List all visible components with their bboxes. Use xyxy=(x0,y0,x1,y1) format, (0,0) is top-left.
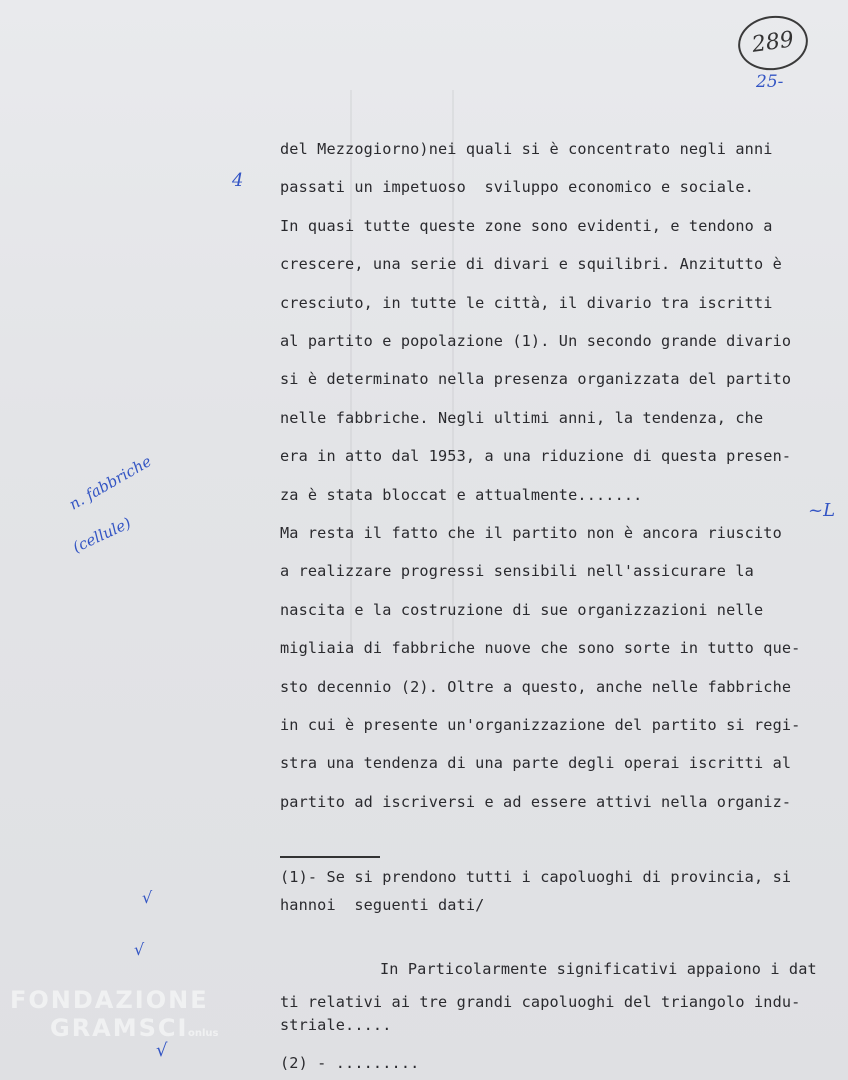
page-number: 25- xyxy=(756,72,784,92)
archive-stamp-number: 289 xyxy=(750,27,796,58)
body-line: cresciuto, in tutte le città, il divario tra iscritti xyxy=(280,293,773,312)
body-line: a realizzare progressi sensibili nell'assicurare la xyxy=(280,562,754,581)
footnote-1-line-3: In Particolarmente significativi appaiono i dat xyxy=(380,960,817,978)
body-line: nascita e la costruzione di sue organizzazioni nelle xyxy=(280,600,764,619)
margin-mark: 4 xyxy=(232,170,244,191)
check-mark-1: √ xyxy=(142,888,153,907)
body-line: stra una tendenza di una parte degli operai iscritti al xyxy=(280,754,792,773)
footnote-1-line-5: striale..... xyxy=(280,1016,392,1034)
body-line: partito ad iscriversi e ad essere attivi nella organiz- xyxy=(280,792,792,811)
side-note-line1: n. fabbriche xyxy=(66,452,155,514)
footnote-2: (2) - ......... xyxy=(280,1054,420,1072)
check-mark-2: √ xyxy=(134,940,145,959)
footnote-1-line-2: hannoi seguenti dati/ xyxy=(280,896,485,914)
watermark-line-1: FONDAZIONE xyxy=(10,986,209,1014)
footnote-1-line-4: ti relativi ai tre grandi capoluoghi del triangolo indu- xyxy=(280,993,801,1011)
archive-stamp xyxy=(735,11,812,74)
body-line: crescere, una serie di divari e squilibri. Anzitutto è xyxy=(280,255,782,274)
body-line: In quasi tutte queste zone sono evidenti, e tendono a xyxy=(280,216,773,235)
body-line: del Mezzogiorno)nei quali si è concentrato negli anni xyxy=(280,140,773,158)
body-line: in cui è presente un'organizzazione del partito si regi- xyxy=(280,716,801,734)
body-line: passati un impetuoso sviluppo economico e sociale. xyxy=(280,178,754,197)
check-mark-3: √ xyxy=(156,1040,168,1061)
body-line: sto decennio (2). Oltre a questo, anche nelle fabbriche xyxy=(280,677,792,696)
watermark-line-2: GRAMSCI xyxy=(50,1014,189,1042)
footnote-rule xyxy=(280,856,380,858)
foundation-watermark xyxy=(10,986,219,1042)
end-mark: ~L xyxy=(808,500,836,521)
body-line: si è determinato nella presenza organizzata del partito xyxy=(280,370,792,389)
body-line: nelle fabbriche. Negli ultimi anni, la tendenza, che xyxy=(280,408,764,427)
body-line: al partito e popolazione (1). Un secondo grande divario xyxy=(280,332,792,350)
watermark-line-3: onlus xyxy=(188,1028,219,1039)
footnote-1-line-1: (1)- Se si prendono tutti i capoluoghi di provincia, si xyxy=(280,868,792,886)
body-line: za è stata bloccat e attualmente....... xyxy=(280,485,643,504)
body-line: era in atto dal 1953, a una riduzione di questa presen- xyxy=(280,447,792,466)
side-note-line2: (cellule) xyxy=(70,513,134,557)
body-line: Ma resta il fatto che il partito non è ancora riuscito xyxy=(280,524,782,542)
body-line: migliaia di fabbriche nuove che sono sorte in tutto que- xyxy=(280,639,801,658)
